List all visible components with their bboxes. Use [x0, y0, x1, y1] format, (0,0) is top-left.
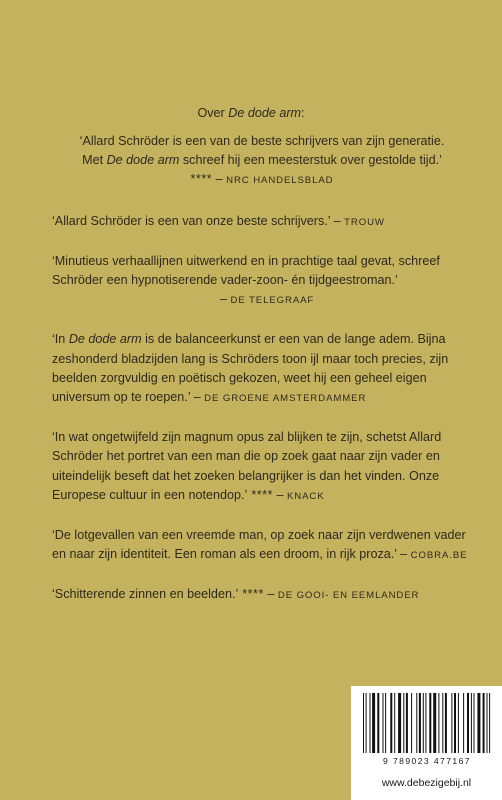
review-quote-telegraaf: ‘Minutieus verhaallijnen uitwerkend en in prachtige taal gevat, schreef Schröder een hypnotiserende vader-zoon- én tijdgeestroman.’ – DE TELEGRAAF — [52, 253, 440, 307]
barcode-bar — [487, 693, 488, 753]
barcode-bar — [419, 693, 421, 753]
barcode-bar — [363, 693, 364, 753]
review-quote-cobra: ‘De lotgevallen van een vreemde man, op zoek naar zijn verdwenen vader en naar zijn identiteit. Een roman als een droom, in rijk proza.’ – COBRA.BE — [52, 528, 468, 562]
barcode-bar — [398, 693, 401, 753]
barcode-bar — [451, 693, 452, 753]
barcode-icon — [363, 693, 492, 753]
barcode-bar — [366, 693, 367, 753]
barcode-bar — [416, 693, 417, 753]
barcode-bar — [467, 693, 469, 753]
barcode-bar — [489, 693, 490, 753]
review-quote-nrc: ‘Allard Schröder is een van de beste schrijvers van zijn generatie. Met De dode arm schreef hij een meesterstuk over gestolde tijd.’ **** – NRC HANDELSBLAD — [79, 134, 445, 187]
star-rating: **** — [247, 487, 273, 502]
barcode-bar — [477, 693, 480, 753]
review-source: DE GROENE AMSTERDAMMER — [204, 393, 367, 405]
publisher-website: www.debezigebij.nl — [381, 777, 472, 789]
review-source: NRC HANDELSBLAD — [226, 175, 334, 187]
barcode-bar — [406, 693, 408, 753]
barcode-bar — [463, 693, 464, 753]
barcode-bar — [433, 693, 436, 753]
review-source: DE TELEGRAAF — [230, 295, 315, 307]
review-source: COBRA.BE — [410, 550, 468, 562]
barcode-bar — [411, 693, 412, 753]
review-source: DE GOOI- EN EEMLANDER — [277, 590, 420, 602]
barcode-bar — [372, 693, 375, 753]
barcode-bar — [383, 693, 384, 753]
barcode-bar — [385, 693, 386, 753]
review-quote-gooi: ‘Schitterende zinnen en beelden.’ **** – DE GOOI- EN EEMLANDER — [52, 587, 420, 602]
barcode-bar — [483, 693, 485, 753]
review-source: TROUW — [344, 216, 385, 228]
barcode-bar — [445, 693, 447, 753]
barcode-bar — [458, 693, 459, 753]
star-rating: **** — [190, 172, 213, 187]
review-quote-groene: ‘In De dode arm is de balanceerkunst er een van de lange adem. Bijna zeshonderd bladzijden lang is Schröders toon ijl maar toch precies, zijn beelden zorgvuldig en poëtisch gekozen, weet hij een geheel eigen universum op te roepen.’ – DE GROENE AMSTERDAMMER — [52, 332, 449, 405]
barcode-bar — [370, 693, 371, 753]
review-source: KNACK — [286, 490, 325, 502]
review-quotes — [52, 132, 472, 606]
barcode-bar — [429, 693, 431, 753]
barcode-bar — [423, 693, 424, 753]
barcode-bar — [377, 693, 379, 753]
barcode-bar — [390, 693, 392, 753]
book-title: De dode arm — [228, 106, 302, 120]
barcode-bar — [474, 693, 475, 753]
star-rating: **** — [238, 587, 264, 602]
review-quote-knack: ‘In wat ongetwijfeld zijn magnum opus zal blijken te zijn, schetst Allard Schröder het portret van een man die op zoek gaat naar zijn vader en uiteindelijk beseft dat het zoeken belangrijker is dan het vinden. Onze Europese cultuur in een notendop.’ **** – KNACK — [52, 430, 442, 502]
isbn-number: 9 789023 477167 — [383, 756, 471, 766]
barcode-bar — [442, 693, 443, 753]
barcode-bar — [425, 693, 426, 753]
barcode-panel — [351, 686, 502, 800]
barcode-bar — [403, 693, 404, 753]
barcode-bar — [394, 693, 395, 753]
barcode-bar — [471, 693, 472, 753]
intro-heading: Over De dode arm: — [197, 106, 305, 120]
barcode-bar — [454, 693, 456, 753]
barcode-bar — [438, 693, 439, 753]
review-quote-trouw: ‘Allard Schröder is een van onze beste schrijvers.’ – TROUW — [52, 213, 385, 228]
